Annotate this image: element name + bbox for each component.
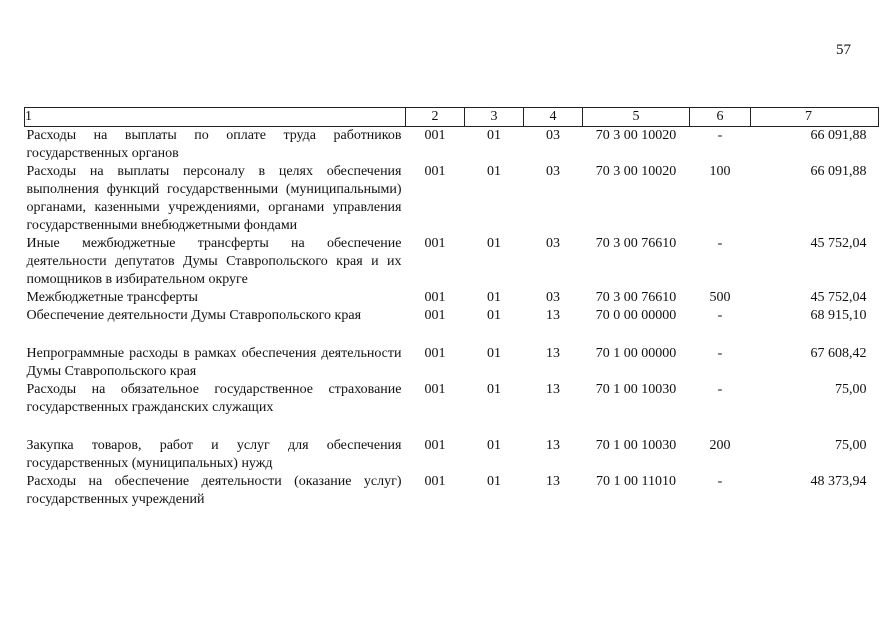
row-code-6: - bbox=[717, 308, 723, 323]
row-code-3: 01 bbox=[487, 346, 501, 361]
row-name: Расходы на обязательное государственное страхование государственных гражданских служащих bbox=[26, 382, 402, 415]
row-code-5: 70 3 00 10020 bbox=[595, 164, 677, 179]
row-code-2: 001 bbox=[424, 164, 446, 179]
row-name: Непрограммные расходы в рамках обеспечения деятельности Думы Ставропольского края bbox=[26, 346, 402, 379]
row-name: Расходы на выплаты персоналу в целях обеспечения выполнения функций государственными (муниципальными) органами, казенными учреждениями, органами управления государственными внебюджетными фондами bbox=[26, 164, 402, 233]
row-code-5: 70 3 00 76610 bbox=[595, 236, 677, 251]
table-row bbox=[25, 289, 879, 307]
row-code-6: 200 bbox=[709, 438, 731, 453]
row-code-4: 13 bbox=[546, 474, 560, 489]
table-row bbox=[25, 345, 879, 381]
row-code-2: 001 bbox=[424, 236, 446, 251]
row-code-6: - bbox=[717, 346, 723, 361]
row-code-3: 01 bbox=[487, 438, 501, 453]
row-name: Обеспечение деятельности Думы Ставропольского края bbox=[26, 308, 362, 323]
column-header-1: 1 bbox=[25, 108, 406, 127]
row-code-5: 70 0 00 00000 bbox=[595, 308, 677, 323]
row-amount: 66 091,88 bbox=[810, 164, 867, 179]
table-row bbox=[25, 437, 879, 473]
header-row bbox=[25, 108, 879, 127]
row-code-2: 001 bbox=[424, 308, 446, 323]
table-row bbox=[25, 127, 879, 164]
table-row bbox=[25, 473, 879, 509]
row-name: Закупка товаров, работ и услуг для обеспечения государственных (муниципальных) нужд bbox=[26, 438, 402, 471]
row-code-3: 01 bbox=[487, 474, 501, 489]
column-header-5: 5 bbox=[583, 108, 690, 127]
column-header-6: 6 bbox=[690, 108, 751, 127]
row-code-2: 001 bbox=[424, 290, 446, 305]
row-name: Расходы на выплаты по оплате труда работников государственных органов bbox=[26, 128, 402, 161]
column-header-3: 3 bbox=[465, 108, 524, 127]
row-code-4: 03 bbox=[546, 128, 560, 143]
row-amount: 48 373,94 bbox=[810, 474, 867, 489]
row-name: Расходы на обеспечение деятельности (оказание услуг) государственных учреждений bbox=[26, 474, 402, 507]
row-code-6: - bbox=[717, 128, 723, 143]
row-name: Иные межбюджетные трансферты на обеспечение деятельности депутатов Думы Ставропольского края и их помощников в избирательном округе bbox=[26, 236, 402, 287]
row-code-2: 001 bbox=[424, 382, 446, 397]
row-amount: 66 091,88 bbox=[810, 128, 867, 143]
row-code-4: 13 bbox=[546, 438, 560, 453]
row-amount: 75,00 bbox=[835, 382, 867, 397]
row-amount: 45 752,04 bbox=[810, 290, 867, 305]
row-code-6: - bbox=[717, 382, 723, 397]
row-code-3: 01 bbox=[487, 308, 501, 323]
table-row bbox=[25, 163, 879, 235]
row-code-5: 70 1 00 10030 bbox=[595, 438, 677, 453]
row-code-4: 13 bbox=[546, 308, 560, 323]
row-code-5: 70 1 00 10030 bbox=[595, 382, 677, 397]
row-code-4: 03 bbox=[546, 290, 560, 305]
row-name: Межбюджетные трансферты bbox=[26, 290, 198, 305]
row-code-6: 100 bbox=[709, 164, 731, 179]
page-number: 57 bbox=[836, 42, 851, 58]
row-code-4: 13 bbox=[546, 382, 560, 397]
row-amount: 68 915,10 bbox=[810, 308, 867, 323]
row-code-5: 70 3 00 10020 bbox=[595, 128, 677, 143]
row-code-4: 03 bbox=[546, 236, 560, 251]
column-header-7: 7 bbox=[751, 108, 879, 127]
row-amount: 45 752,04 bbox=[810, 236, 867, 251]
row-code-2: 001 bbox=[424, 128, 446, 143]
row-code-3: 01 bbox=[487, 236, 501, 251]
row-code-2: 001 bbox=[424, 438, 446, 453]
row-code-4: 03 bbox=[546, 164, 560, 179]
table-row bbox=[25, 235, 879, 289]
table-row bbox=[25, 381, 879, 437]
row-code-3: 01 bbox=[487, 290, 501, 305]
row-code-4: 13 bbox=[546, 346, 560, 361]
row-code-2: 001 bbox=[424, 474, 446, 489]
row-code-5: 70 1 00 00000 bbox=[595, 346, 677, 361]
table-row bbox=[25, 307, 879, 345]
row-code-2: 001 bbox=[424, 346, 446, 361]
row-code-3: 01 bbox=[487, 164, 501, 179]
budget-table bbox=[24, 107, 879, 509]
row-code-3: 01 bbox=[487, 382, 501, 397]
column-header-4: 4 bbox=[524, 108, 583, 127]
row-amount: 67 608,42 bbox=[810, 346, 867, 361]
row-code-5: 70 3 00 76610 bbox=[595, 290, 677, 305]
row-code-5: 70 1 00 11010 bbox=[596, 474, 676, 489]
row-code-6: - bbox=[717, 474, 723, 489]
row-code-6: - bbox=[717, 236, 723, 251]
row-code-6: 500 bbox=[709, 290, 731, 305]
column-header-2: 2 bbox=[406, 108, 465, 127]
row-amount: 75,00 bbox=[835, 438, 867, 453]
row-code-3: 01 bbox=[487, 128, 501, 143]
